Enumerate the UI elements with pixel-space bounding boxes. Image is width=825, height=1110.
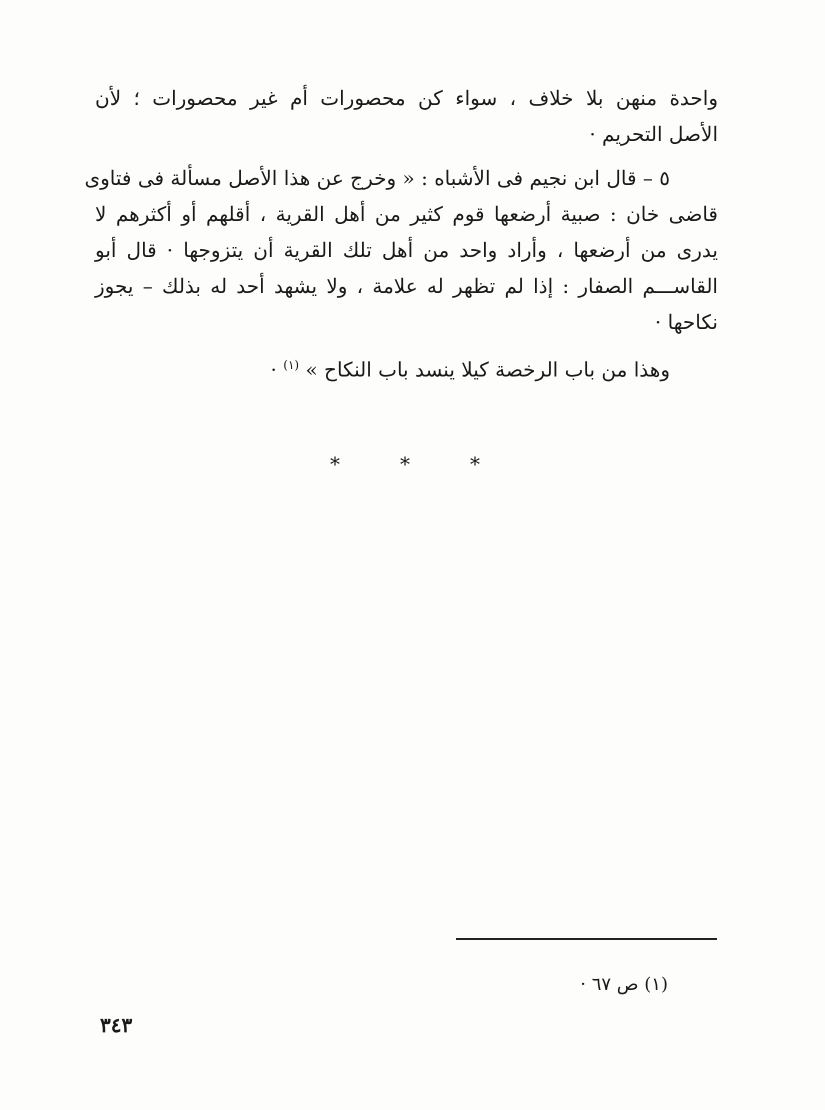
paragraph-line: الأصل التحريم ·: [589, 122, 718, 146]
footnote-divider: [456, 938, 717, 940]
paragraph-2: [84, 160, 718, 340]
separator-star: *: [330, 452, 340, 476]
paragraph-line: [95, 347, 718, 388]
paragraph-line: قاضى خان : صبية أرضعها قوم كثير من أهل القرية ، أقلهم أو أكثرهم لا: [95, 202, 718, 226]
separator-star: *: [470, 452, 480, 476]
paragraph-end: ·: [270, 357, 284, 382]
paragraph-line: واحدة منهن بلا خلاف ، سواء كن محصورات أم غير محصورات ؛ لأن: [95, 86, 718, 110]
separator-star: *: [400, 452, 410, 476]
section-separator: [330, 452, 480, 476]
paragraph-3: [95, 347, 718, 388]
paragraph-line: يدرى من أرضعها ، وأراد واحد من أهل تلك القرية أن يتزوجها · قال أبو: [95, 238, 718, 262]
footnote-reference: (١): [283, 358, 300, 372]
page-number: ٣٤٣: [100, 1013, 133, 1037]
footnote: (١) ص ٦٧ ·: [580, 974, 668, 995]
paragraph-line: ٥ – قال ابن نجيم فى الأشباه : « وخرج عن هذا الأصل مسألة فى فتاوى: [84, 166, 670, 190]
paragraph-1: [95, 80, 718, 152]
paragraph-text: وهذا من باب الرخصة كيلا ينسد باب النكاح »: [305, 357, 670, 382]
paragraph-line: نكاحها ·: [654, 310, 718, 334]
paragraph-line: القاســـم الصفار : إذا لم تظهر له علامة ، ولا يشهد أحد له بذلك – يجوز: [95, 274, 718, 298]
